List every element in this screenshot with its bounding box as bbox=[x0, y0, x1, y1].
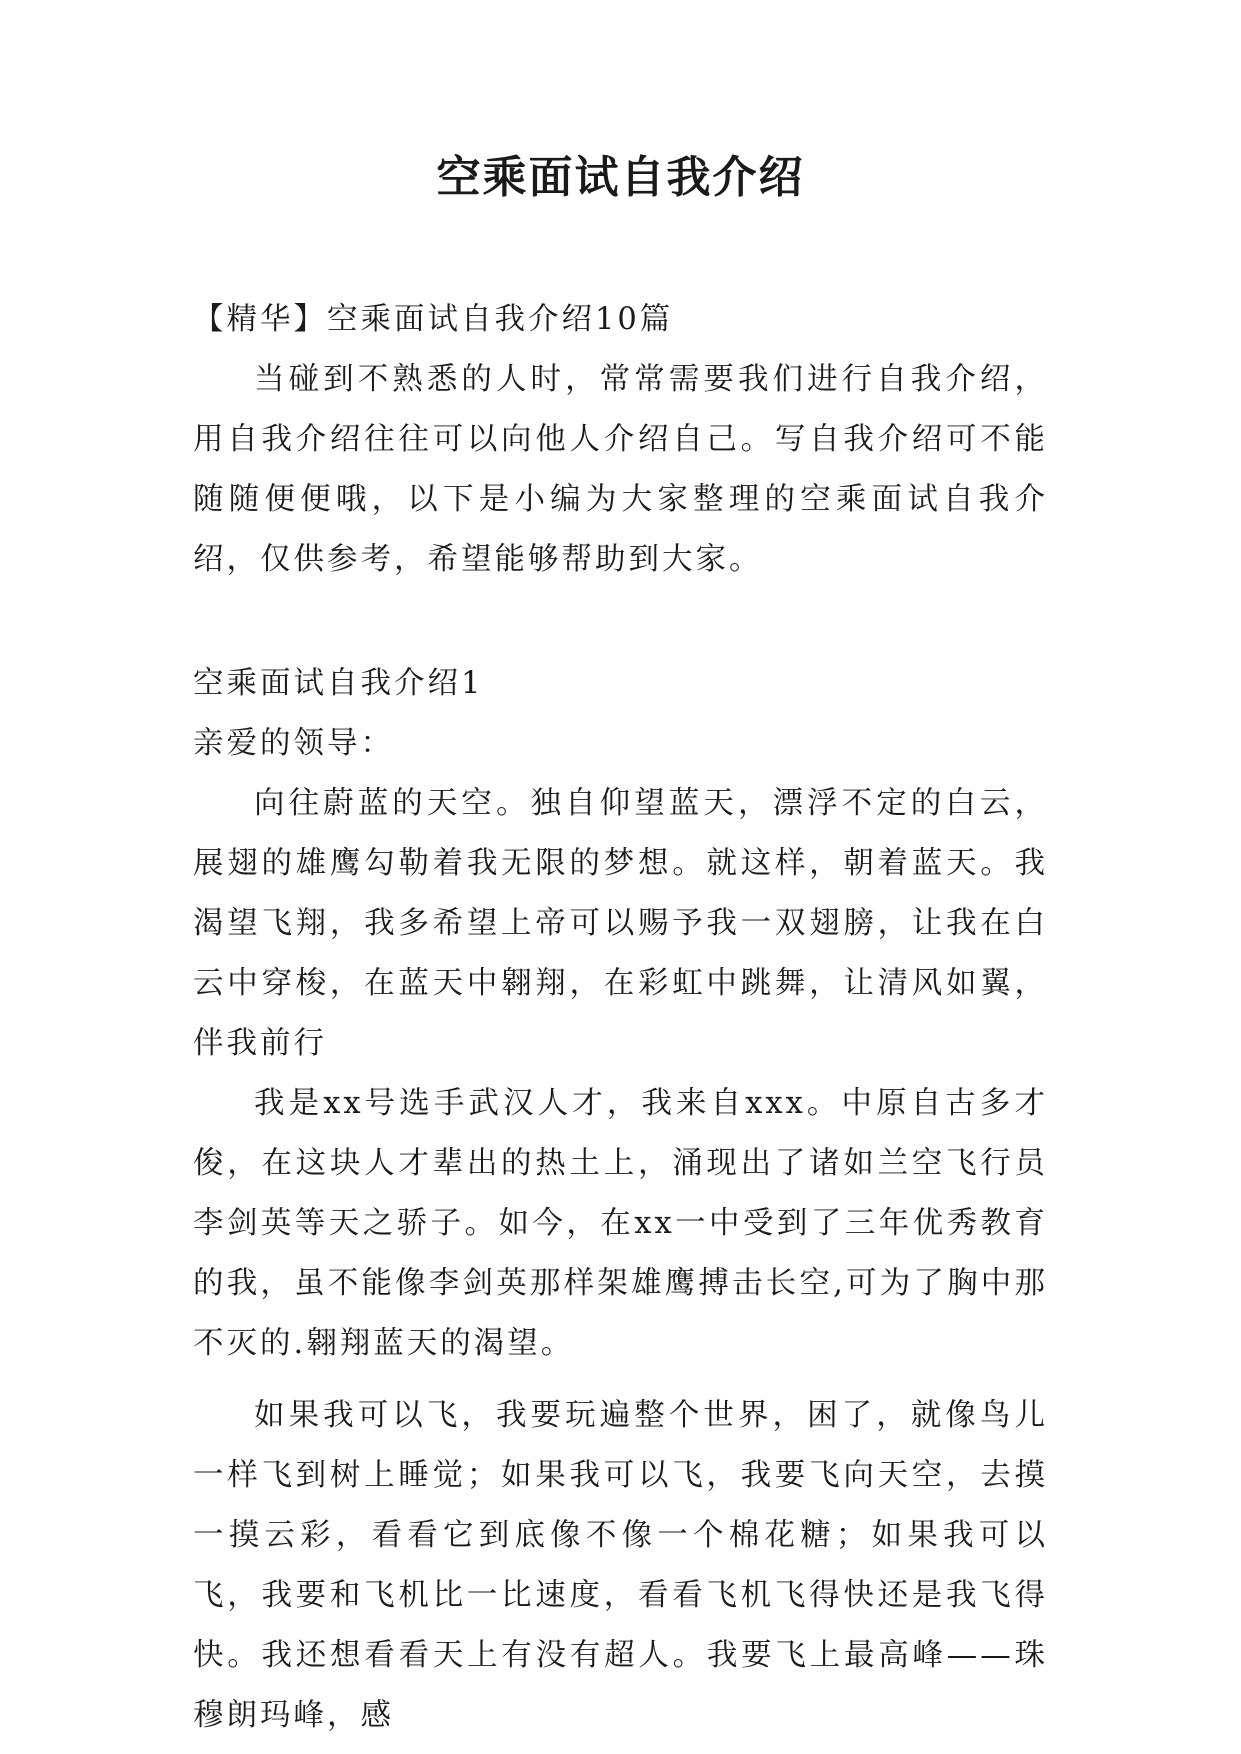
paragraph-spacer bbox=[193, 1374, 1048, 1386]
section-heading: 空乘面试自我介绍1 bbox=[193, 666, 484, 701]
intro-paragraph: 当碰到不熟悉的人时，常常需要我们进行自我介绍，用自我介绍往往可以向他人介绍自己。写自我介绍可不能随随便便哦，以下是小编为大家整理的空乘面试自我介绍，仅供参考，希望能够帮助到大家。 bbox=[193, 362, 1048, 577]
section-spacer bbox=[193, 590, 1048, 654]
body-paragraph-2: 我是xx号选手武汉人才，我来自xxx。中原自古多才俊，在这块人才辈出的热土上，涌现出了诸如兰空飞行员李剑英等天之骄子。如今，在xx一中受到了三年优秀教育的我，虽不能像李剑英那样架雄鹰搏击长空,可为了胸中那不灭的.翱翔蓝天的渴望。 bbox=[193, 1086, 1048, 1361]
document-subtitle: 【精华】空乘面试自我介绍10篇 bbox=[193, 302, 674, 337]
salutation: 亲爱的领导： bbox=[193, 726, 394, 761]
document-body bbox=[193, 290, 1048, 1746]
body-paragraph-1: 向往蔚蓝的天空。独自仰望蓝天，漂浮不定的白云，展翅的雄鹰勾勒着我无限的梦想。就这样，朝着蓝天。我渴望飞翔，我多希望上帝可以赐予我一双翅膀，让我在白云中穿梭，在蓝天中翱翔，在彩虹中跳舞，让清风如翼，伴我前行 bbox=[193, 786, 1048, 1061]
document-title: 空乘面试自我介绍 bbox=[436, 152, 805, 203]
body-paragraph-3: 如果我可以飞，我要玩遍整个世界，困了，就像鸟儿一样飞到树上睡觉；如果我可以飞，我要飞向天空，去摸一摸云彩，看看它到底像不像一个棉花糖；如果我可以飞，我要和飞机比一比速度，看看飞机飞得快还是我飞得快。我还想看看天上有没有超人。我要飞上最高峰——珠穆朗玛峰，感 bbox=[193, 1398, 1048, 1733]
